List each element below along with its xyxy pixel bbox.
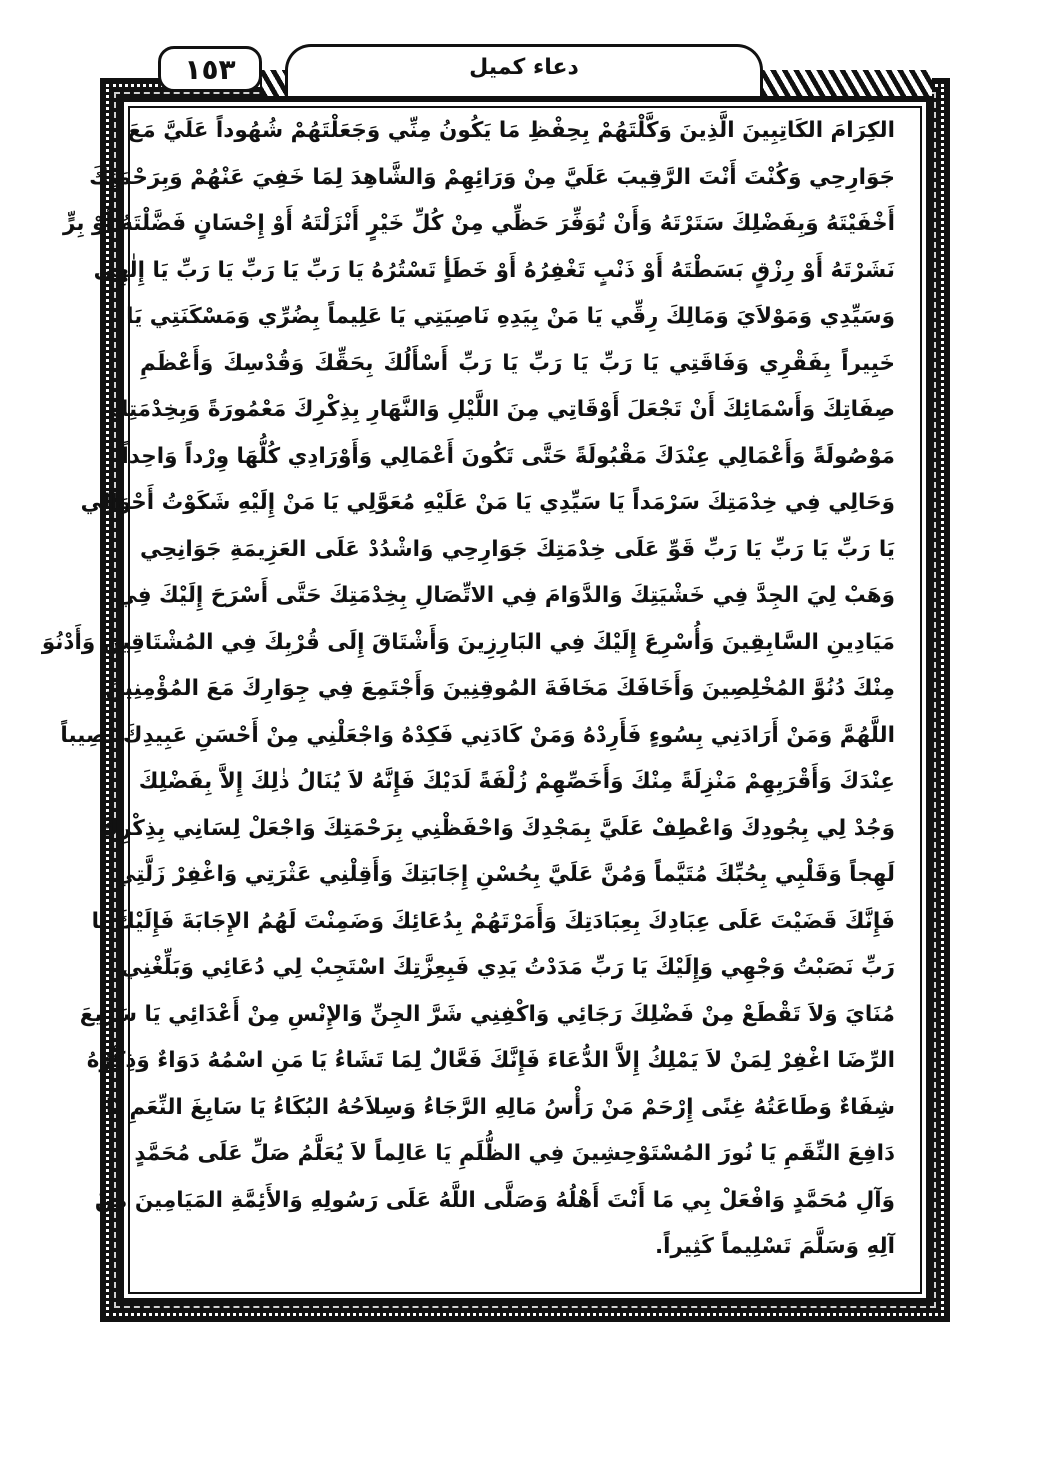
text-line: خَبِيراً بِفَقْرِي وَفَاقَتِي يَا رَبِّ يَا رَبِّ يَا رَبِّ أَسْأَلُكَ بِحَقِّكَ وَقُدْسِكَ وَأَعْظَمِ	[140, 350, 895, 376]
page-number: ١٥٣	[184, 53, 236, 86]
page-number-box	[158, 46, 262, 92]
text-line: مَيَادِينِ السَّابِقِينَ وَأُسْرِعَ إِلَيْكَ فِي البَارِزِينَ وَأَشْتَاقَ إِلَى قُرْبِكَ فِي المُشْتَاقِينَ وَأَدْنُوَ	[41, 629, 895, 655]
text-line: الرِّضَا اغْفِرْ لِمَنْ لاَ يَمْلِكُ إِلاَّ الدُّعَاءَ فَإِنَّكَ فَعَّالٌ لِمَا تَشَاءُ يَا مَنِ اسْمُهُ دَوَاءٌ وَذِكْرُهُ	[86, 1048, 895, 1073]
text-line: الكِرَامَ الكَاتِبِينَ الَّذِينَ وَكَّلْتَهُمْ بِحِفْظِ مَا يَكُونُ مِنِّي وَجَعَلْتَهُمْ شُهُوداً عَلَيَّ مَعَ	[127, 118, 895, 143]
text-line: مِنْكَ دُنُوَّ المُخْلِصِينَ وَأَخَافَكَ مَخَافَةَ المُوقِنِينَ وَأَجْتَمِعَ فِي جِوَارِكَ مَعَ المُؤْمِنِينَ	[105, 676, 895, 701]
text-line: أَخْفَيْتَهُ وَبِفَضْلِكَ سَتَرْتَهُ وَأَنْ تُوَفِّرَ حَظِّي مِنْ كُلِّ خَيْرٍ أَنْزَلْتَهُ أَوْ إِحْسَانٍ فَضَّلْتَهُ أَوْ بِرٍّ	[63, 211, 895, 236]
text-line: وَجُدْ لِي بِجُودِكَ وَاعْطِفْ عَلَيَّ بِمَجْدِكَ وَاحْفَظْنِي بِرَحْمَتِكَ وَاجْعَلْ لِسَانِي بِذِكْرِكَ	[99, 815, 895, 841]
text-line: صِفَاتِكَ وَأَسْمَائِكَ أَنْ تَجْعَلَ أَوْقَاتِي مِنَ اللَّيْلِ وَالنَّهَارِ بِذِكْرِكَ مَعْمُورَةً وَبِخِدْمَتِكَ	[108, 397, 895, 422]
text-line: وَسَيِّدِي وَمَوْلاَيَ وَمَالِكَ رِقِّي يَا مَنْ بِيَدِهِ نَاصِيَتِي يَا عَلِيماً بِضُرِّي وَمَسْكَنَتِي يَا	[126, 304, 895, 329]
page-title: دعاء كميل	[469, 55, 579, 80]
text-line: اللَّهُمَّ وَمَنْ أَرَادَنِي بِسُوءٍ فَأَرِدْهُ وَمَنْ كَادَنِي فَكِدْهُ وَاجْعَلْنِي مِنْ أَحْسَنِ عَبِيدِكَ نَصِيباً	[60, 722, 895, 748]
prayer-text-body	[41, 108, 895, 1271]
text-line: دَافِعَ النِّقَمِ يَا نُورَ المُسْتَوْحِشِينَ فِي الظُّلَمِ يَا عَالِماً لاَ يُعَلَّمُ صَلِّ عَلَى مُحَمَّدٍ	[134, 1141, 895, 1166]
text-line: وَحَالِي فِي خِدْمَتِكَ سَرْمَداً يَا سَيِّدِي يَا مَنْ عَلَيْهِ مُعَوَّلِي يَا مَنْ إِلَيْهِ شَكَوْتُ أَحْوَالِي	[80, 490, 895, 515]
text-line: يَا رَبِّ يَا رَبِّ يَا رَبِّ قَوِّ عَلَى خِدْمَتِكَ جَوَارِحِي وَاشْدُدْ عَلَى العَزِيمَةِ جَوَانِحِي	[140, 536, 895, 562]
text-line: جَوَارِحِي وَكُنْتَ أَنْتَ الرَّقِيبَ عَلَيَّ مِنْ وَرَائِهِمْ وَالشَّاهِدَ لِمَا خَفِيَ عَنْهُمْ وَبِرَحْمَتِكَ	[89, 164, 895, 190]
text-line: وَهَبْ لِيَ الجِدَّ فِي خَشْيَتِكَ وَالدَّوَامَ فِي الاتِّصَالِ بِخِدْمَتِكَ حَتَّى أَسْرَحَ إِلَيْكَ فِي	[115, 583, 895, 608]
text-line: مَوْصُولَةً وَأَعْمَالِي عِنْدَكَ مَقْبُولَةً حَتَّى تَكُونَ أَعْمَالِي وَأَوْرَادِي كُلُّهَا وِرْداً وَاحِداً	[121, 443, 895, 469]
text-line: عِنْدَكَ وَأَقْرَبِهِمْ مَنْزِلَةً مِنْكَ وَأَخَصِّهِمْ زُلْفَةً لَدَيْكَ فَإِنَّهُ لاَ يُنَالُ ذٰلِكَ إِلاَّ بِفَضْلِكَ	[138, 769, 895, 794]
text-line: فَإِنَّكَ قَضَيْتَ عَلَى عِبَادِكَ بِعِبَادَتِكَ وَأَمَرْتَهُمْ بِدُعَائِكَ وَضَمِنْتَ لَهُمُ الإِجَابَةَ فَإِلَيْكَ يَا	[91, 908, 895, 934]
text-line: لَهِجاً وَقَلْبِي بِحُبِّكَ مُتَيَّماً وَمُنَّ عَلَيَّ بِحُسْنِ إِجَابَتِكَ وَأَقِلْنِي عَثْرَتِي وَاغْفِرْ زَلَّتِي	[114, 862, 895, 887]
header-ornament-right	[762, 70, 932, 96]
text-line: مُنَايَ وَلاَ تَقْطَعْ مِنْ فَضْلِكَ رَجَائِي وَاكْفِنِي شَرَّ الجِنِّ وَالإِنْسِ مِنْ أَعْدَائِي يَا سَرِيعَ	[79, 1001, 895, 1027]
text-line: آلِهِ وَسَلَّمَ تَسْلِيماً كَثِيراً.	[654, 1234, 895, 1259]
text-line: رَبِّ نَصَبْتُ وَجْهِي وَإِلَيْكَ يَا رَبِّ مَدَدْتُ يَدِي فَبِعِزَّتِكَ اسْتَجِبْ لِي دُعَائِي وَبَلِّغْنِي	[120, 955, 895, 980]
text-line: وَآلِ مُحَمَّدٍ وَافْعَلْ بِي مَا أَنْتَ أَهْلُهُ وَصَلَّى اللَّهُ عَلَى رَسُولِهِ وَالأَئِمَّةِ المَيَامِينَ مِنْ	[94, 1187, 895, 1213]
text-line: شِفَاءٌ وَطَاعَتُهُ غِنًى إِرْحَمْ مَنْ رَأْسُ مَالِهِ الرَّجَاءُ وَسِلاَحُهُ البُكَاءُ يَا سَابِغَ النِّعَمِ يَا	[105, 1094, 895, 1120]
text-line: نَشَرْتَهُ أَوْ رِزْقٍ بَسَطْتَهُ أَوْ ذَنْبٍ تَغْفِرُهُ أَوْ خَطَأٍ تَسْتُرُهُ يَا رَبِّ يَا رَبِّ يَا رَبِّ يَا إِلٰهِي	[93, 257, 895, 283]
title-tab	[285, 44, 763, 96]
header-ornament-left	[262, 70, 286, 96]
